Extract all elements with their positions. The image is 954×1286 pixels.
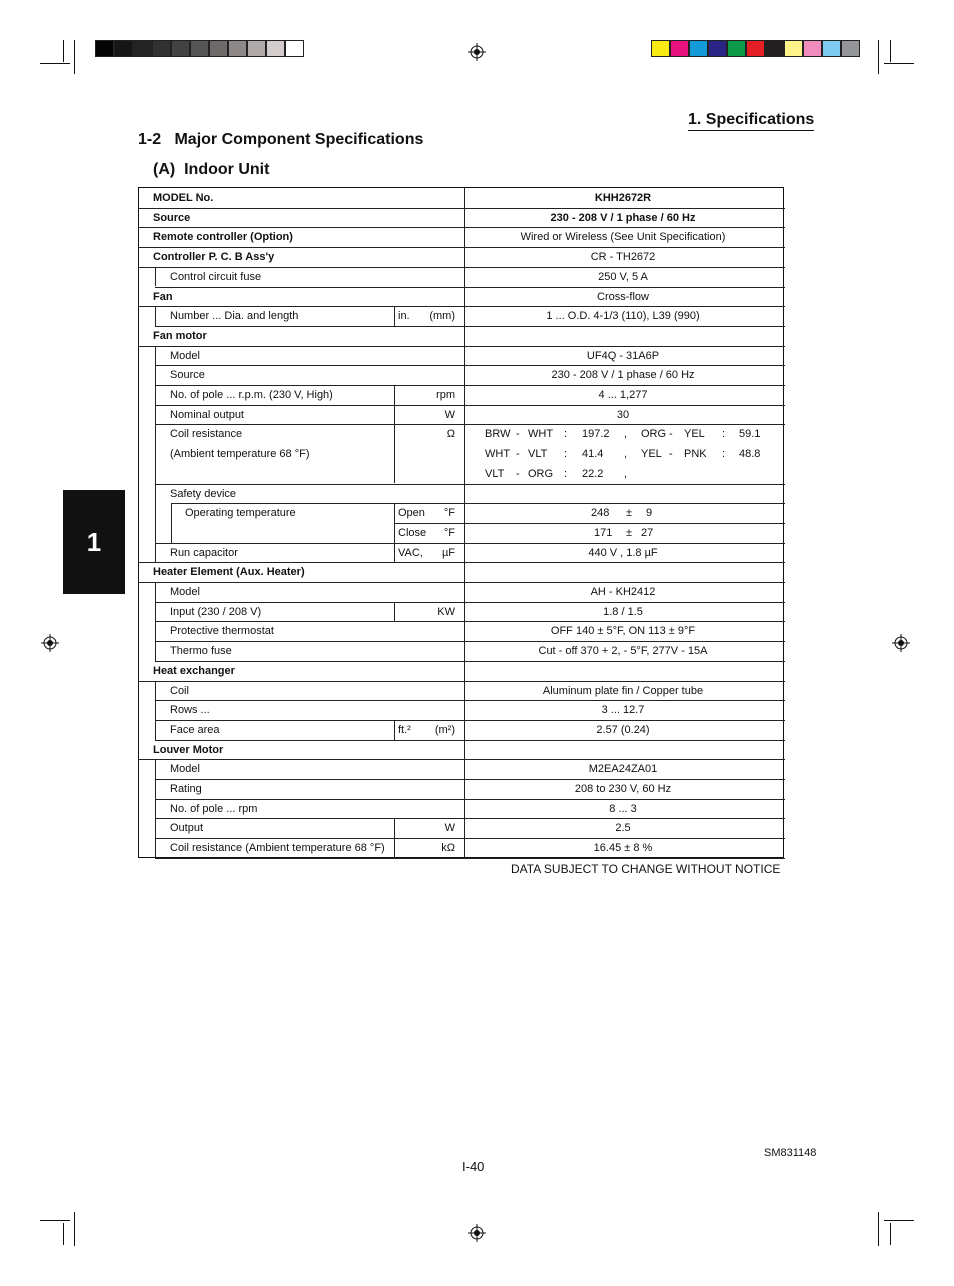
row-value: 2.5 [615,822,631,835]
row-value: Cut - off 370 + 2, - 5°F, 277V - 15A [538,645,708,658]
row-divider [155,661,785,662]
row-divider [155,602,785,603]
coil-resistance-cell: VLT [485,467,505,480]
row-value: 1 ... O.D. 4-1/3 (110), L39 (990) [546,310,700,323]
color-swatch [285,40,304,57]
row-label: Coil resistance [170,428,243,441]
color-swatch [727,40,746,57]
row-unit: °F [443,507,455,520]
row-label: Face area [170,723,220,736]
row-unit: µF [441,546,455,559]
registration-mark-icon [41,634,59,652]
row-divider [139,247,785,248]
column-divider [155,681,156,740]
coil-resistance-cell: : [564,467,568,480]
color-swatch [190,40,209,57]
row-unit: VAC, [398,546,423,559]
row-divider [139,227,785,228]
row-unit: Close [398,526,427,539]
row-divider [155,700,785,701]
column-divider [464,188,465,858]
color-swatch [670,40,689,57]
row-label: Nominal output [170,408,244,421]
column-divider [394,818,395,838]
row-divider [139,582,785,583]
document-code: SM831148 [764,1147,817,1159]
row-divider [155,779,785,780]
row-label: Louver Motor [153,743,224,756]
row-value: 440 V , 1.8 µF [588,546,658,559]
row-divider [155,424,785,425]
column-divider [171,503,172,542]
color-swatch [152,40,171,57]
row-label: Model [170,349,200,362]
row-label: Model [170,586,200,598]
color-swatch [209,40,228,57]
column-divider [155,346,156,563]
color-swatch [822,40,841,57]
spec-table [138,187,784,858]
row-label: Run capacitor [170,546,238,559]
row-label: Source [153,211,191,224]
column-divider [394,405,395,425]
row-divider [139,208,785,209]
row-divider [155,405,785,406]
row-value: 248 [591,507,610,520]
row-label: Operating temperature [185,507,296,520]
row-unit: W [444,822,455,835]
row-divider [155,799,785,800]
coil-resistance-cell: - [516,467,520,480]
column-divider [394,543,395,563]
column-divider [155,306,156,326]
color-swatch [708,40,727,57]
row-divider [394,523,785,524]
row-divider [139,267,785,268]
coil-resistance-cell: - [669,428,673,441]
row-divider [155,838,785,839]
row-divider [155,621,785,622]
color-swatch [133,40,152,57]
row-divider [155,858,785,859]
column-divider [394,503,395,542]
coil-resistance-cell: PNK [684,448,707,461]
row-divider [155,326,785,327]
row-value: 208 to 230 V, 60 Hz [574,783,672,795]
color-swatch [95,40,114,57]
coil-resistance-cell: YEL [641,448,662,461]
row-value: Wired or Wireless (See Unit Specification) [520,231,726,244]
row-label: Source [170,369,205,382]
row-divider [139,562,785,563]
row-value: 171 [594,526,613,539]
coil-resistance-cell: - [516,448,520,461]
row-label: Control circuit fuse [170,270,262,283]
row-divider [155,818,785,819]
row-divider [155,385,785,386]
coil-resistance-cell: VLT [528,448,548,461]
row-label: No. of pole ... r.p.m. (230 V, High) [170,389,333,401]
color-swatch [746,40,765,57]
row-unit: rpm [436,389,455,401]
row-value: UF4Q - 31A6P [586,349,660,362]
row-divider [155,543,785,544]
row-label: Safety device [170,487,237,500]
coil-resistance-cell: - [669,448,673,461]
row-value: Aluminum plate fin / Copper tube [542,684,704,697]
color-swatch [784,40,803,57]
color-swatch [171,40,190,57]
coil-resistance-cell: BRW [485,428,511,441]
coil-resistance-cell: WHT [485,448,511,461]
coil-resistance-cell: 59.1 [739,428,761,441]
row-value: ± [626,526,633,539]
row-label: Rating [170,783,202,795]
column-divider [155,582,156,661]
row-value: KHH2672R [594,192,652,204]
row-divider [139,681,785,682]
color-swatch [765,40,784,57]
column-divider [394,602,395,622]
row-value: 230 - 208 V / 1 phase / 60 Hz [551,369,695,382]
column-divider [394,720,395,740]
row-label: Number ... Dia. and length [170,310,299,323]
color-swatch [651,40,670,57]
coil-resistance-cell: , [624,467,628,480]
row-unit: (m²) [434,723,455,736]
coil-resistance-cell: : [564,448,568,461]
coil-resistance-cell: , [624,448,628,461]
row-unit: Open [398,507,425,520]
row-unit: (mm) [429,310,455,323]
row-unit: kΩ [441,842,455,855]
row-label: Rows ... [170,704,210,717]
row-value: AH - KH2412 [590,586,656,598]
coil-resistance-cell: : [722,448,726,461]
row-label: Output [170,822,204,835]
column-divider [155,267,156,287]
coil-resistance-cell: ORG [528,467,554,480]
page-subtitle: (A) Indoor Unit [153,161,270,178]
row-value: 230 - 208 V / 1 phase / 60 Hz [550,211,696,224]
row-divider [171,503,785,504]
chapter-tab: 1 [63,490,125,594]
row-value: 4 ... 1,277 [598,389,648,401]
row-label: Model [170,763,200,776]
row-value: 250 V, 5 A [598,270,648,283]
row-label: Heat exchanger [153,664,235,677]
row-label: Fan [153,290,173,303]
row-divider [139,306,785,307]
color-swatch [266,40,285,57]
color-swatch [689,40,708,57]
row-value: Cross-flow [597,290,649,303]
row-unit: Ω [446,428,455,441]
row-value: 30 [616,408,630,421]
row-label: Remote controller (Option) [153,231,293,244]
coil-resistance-cell: - [516,428,520,441]
row-value: 2.57 (0.24) [596,723,650,736]
column-divider [394,306,395,326]
row-divider [139,346,785,347]
row-divider [155,641,785,642]
coil-resistance-cell: : [564,428,568,441]
row-value: 9 [646,507,653,520]
row-label: No. of pole ... rpm [170,802,258,815]
coil-resistance-cell: 22.2 [582,467,604,480]
row-label: (Ambient temperature 68 °F) [170,448,310,461]
row-label: Protective thermostat [170,625,274,638]
row-unit: KW [437,605,455,618]
row-value: M2EA24ZA01 [588,763,658,776]
row-label: Coil resistance (Ambient temperature 68 °F) [170,842,385,855]
row-label: Heater Element (Aux. Heater) [153,566,305,579]
row-divider [155,365,785,366]
column-divider [394,385,395,405]
column-divider [394,424,395,483]
section-heading: 1. Specifications [688,111,814,131]
coil-resistance-cell: 41.4 [582,448,604,461]
color-swatch [114,40,133,57]
row-label: Coil [170,684,189,697]
row-divider [155,287,785,288]
color-swatch [803,40,822,57]
column-divider [394,838,395,858]
coil-resistance-cell: , [624,428,628,441]
row-divider [155,740,785,741]
row-label: Controller P. C. B Ass'y [153,251,275,264]
coil-resistance-cell: : [722,428,726,441]
row-label: Thermo fuse [170,645,232,658]
page-number: I-40 [462,1159,485,1174]
coil-resistance-cell: WHT [528,428,554,441]
row-unit: in. [398,310,410,323]
coil-resistance-cell: 197.2 [582,428,610,441]
row-value: 1.8 / 1.5 [603,605,643,618]
row-label: Fan motor [153,329,207,342]
row-unit: W [444,408,455,421]
coil-resistance-cell: 48.8 [739,448,761,461]
registration-mark-icon [468,43,486,61]
row-value: ± [626,507,633,520]
color-swatch [228,40,247,57]
coil-resistance-cell: ORG [641,428,667,441]
color-swatch [841,40,860,57]
row-value: CR - TH2672 [590,251,656,264]
row-divider [155,484,785,485]
coil-resistance-cell: YEL [684,428,705,441]
row-value: 3 ... 12.7 [601,704,645,717]
color-swatch [247,40,266,57]
notice-text: DATA SUBJECT TO CHANGE WITHOUT NOTICE [511,862,781,876]
registration-mark-icon [892,634,910,652]
row-divider [139,759,785,760]
row-value: 27 [641,526,654,539]
registration-mark-icon [468,1224,486,1242]
row-divider [155,720,785,721]
row-value: 16.45 ± 8 % [593,842,653,855]
row-unit: °F [443,526,455,539]
row-label: Input (230 / 208 V) [170,605,262,618]
page-title: 1-2 Major Component Specifications [138,131,424,148]
row-value: OFF 140 ± 5°F, ON 113 ± 9°F [550,625,696,638]
row-unit: ft.² [398,723,411,736]
row-label: MODEL No. [153,192,214,204]
column-divider [155,759,156,858]
row-value: 8 ... 3 [609,802,637,815]
